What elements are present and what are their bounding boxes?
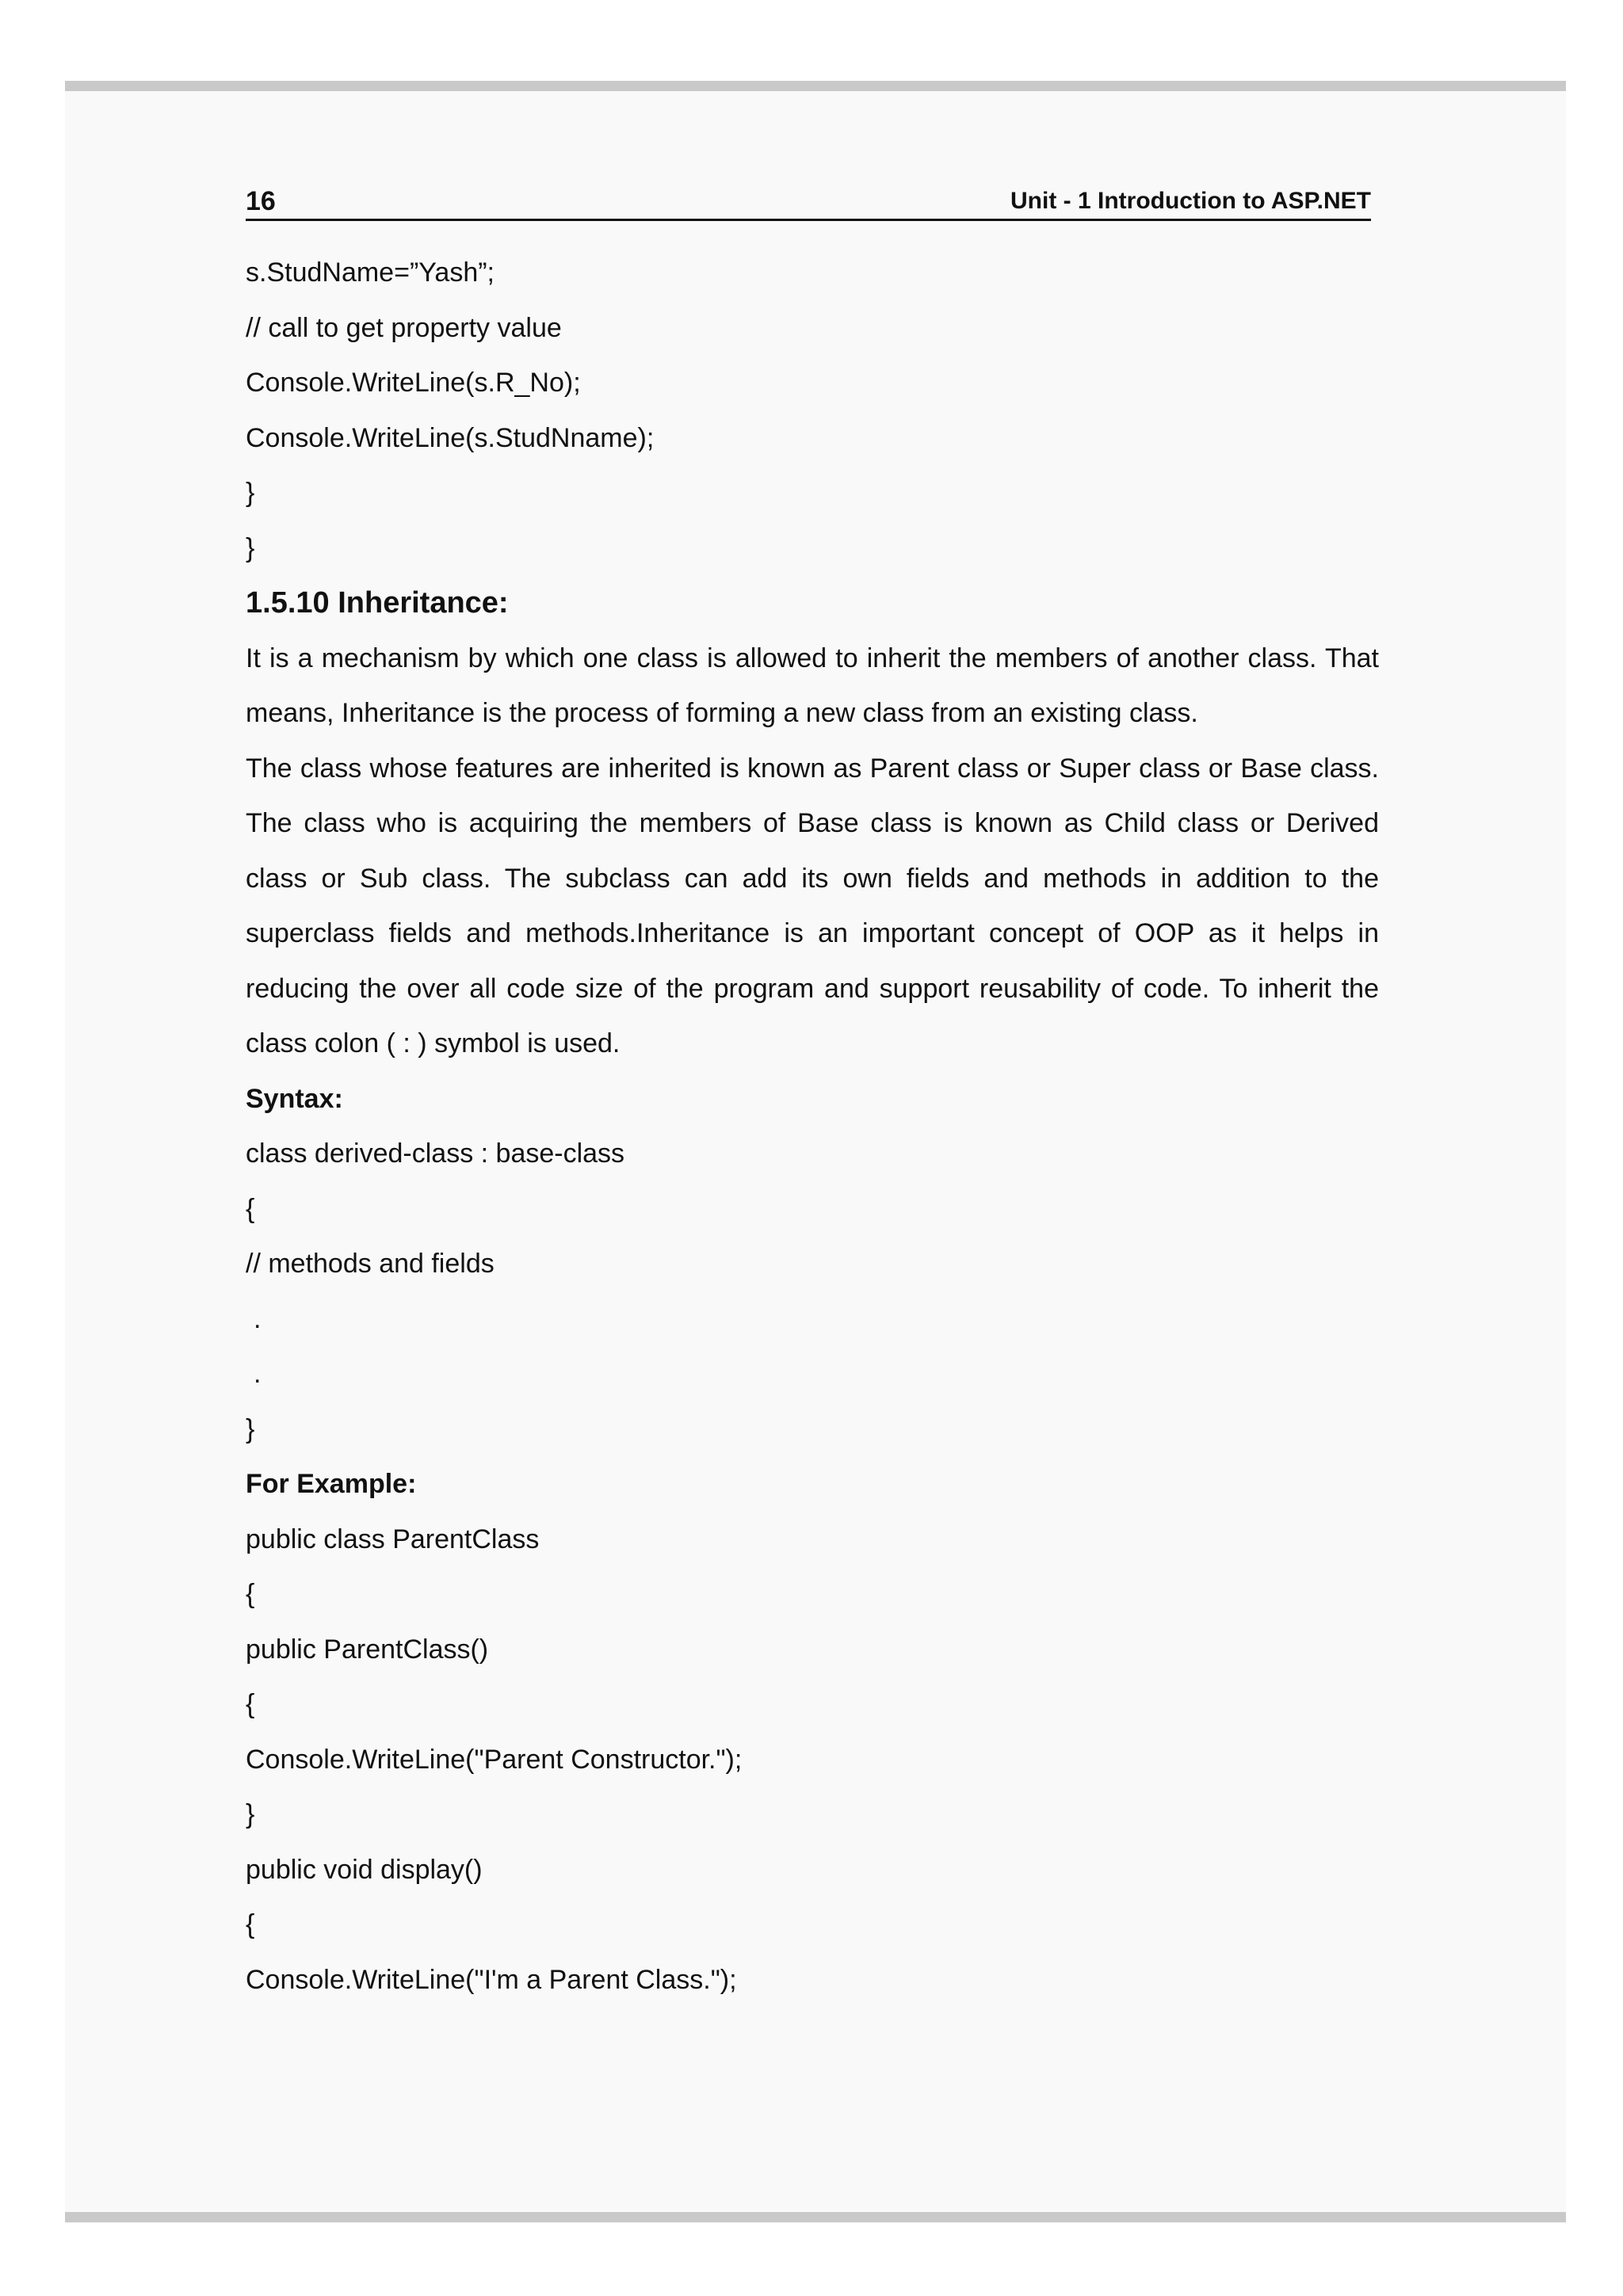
code-brace: } bbox=[246, 532, 255, 563]
bottom-edge-rule bbox=[65, 2212, 1566, 2222]
code-line: Console.WriteLine("I'm a Parent Class."); bbox=[246, 1964, 737, 1995]
example-label: For Example: bbox=[246, 1469, 417, 1499]
code-line: Console.WriteLine(s.R_No); bbox=[246, 368, 581, 398]
page-header bbox=[246, 187, 1371, 221]
code-comment: // call to get property value bbox=[246, 312, 562, 343]
paragraph: The class whose features are inherited is known as Parent class or Super class or Base class. The class who is acquiring the members of Base class is known as Child class or Derived class or Sub class. The subclass can add its own fields and methods in addition to the superclass fields and methods.Inheritance is an important concept of OOP as it helps in reducing the over all code size of the program and support reusability of code. To inherit the class colon ( : ) symbol is used. bbox=[246, 753, 1379, 1058]
code-brace: { bbox=[246, 1909, 255, 1939]
code-brace: } bbox=[246, 1413, 255, 1444]
top-edge-rule bbox=[65, 81, 1566, 91]
code-brace: } bbox=[246, 478, 255, 508]
code-ellipsis-dot: . bbox=[254, 1303, 262, 1334]
paragraph: It is a mechanism by which one class is allowed to inherit the members of another class. That means, Inheritance is the process of forming a new class from an existing class. bbox=[246, 643, 1379, 728]
code-line: class derived-class : base-class bbox=[246, 1138, 625, 1169]
code-line: public class ParentClass bbox=[246, 1524, 540, 1554]
code-brace: { bbox=[246, 1193, 255, 1224]
code-line: public void display() bbox=[246, 1854, 483, 1885]
code-line: Console.WriteLine(s.StudNname); bbox=[246, 422, 655, 453]
code-brace: { bbox=[246, 1579, 255, 1609]
code-line: public ParentClass() bbox=[246, 1634, 489, 1665]
code-ellipsis-dot: . bbox=[254, 1359, 262, 1389]
section-heading: 1.5.10 Inheritance: bbox=[246, 586, 509, 620]
code-brace: } bbox=[246, 1799, 255, 1829]
code-comment: // methods and fields bbox=[246, 1249, 495, 1279]
code-brace: { bbox=[246, 1689, 255, 1719]
page-number: 16 bbox=[246, 186, 276, 216]
page-content bbox=[246, 246, 1379, 2008]
code-line: Console.WriteLine("Parent Constructor."); bbox=[246, 1744, 743, 1775]
syntax-label: Syntax: bbox=[246, 1083, 343, 1114]
running-title: Unit - 1 Introduction to ASP.NET bbox=[1010, 188, 1371, 214]
code-line: s.StudName=”Yash”; bbox=[246, 257, 495, 288]
